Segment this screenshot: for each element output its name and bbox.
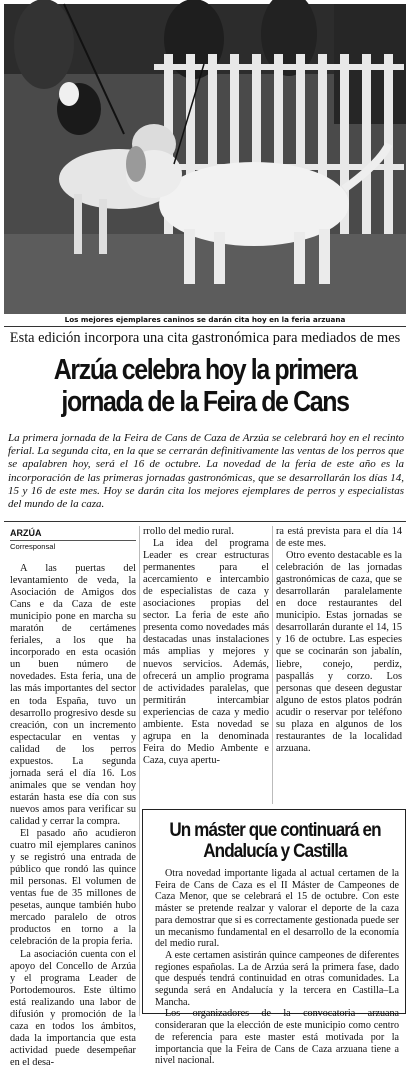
body-column-2 [143, 526, 269, 767]
article-lead: La primera jornada de la Feira de Cans de Caza de Arzúa se celebrará hoy en el recinto ferial. La segunda cita, en la que se cerrarán definitivamente las ventas de los perros que se apalabren hoy, será el 16 de octubre. La novedad de la feria de este año es la incorporación de las primeras jornadas gastronómicas, que se desarrollarán los días 14, 15 y 16 de este mes. Hoy se darán cita los mejores ejemplares de perros y especialistas del mundo de la caza. [8, 432, 404, 511]
sidebar-paragraph: A este certamen asistirán quince campeones de diferentes regiones españolas. La de Arzúa será la primera fase, dado que después tendrá continuidad en otras comunidades. La segunda será en Andalucía y la tercera en Castilla–La Mancha. [155, 949, 399, 1008]
body-paragraph: ra está prevista para el día 14 de este mes. [276, 526, 402, 550]
body-paragraph: La asociación cuenta con el apoyo del Concello de Arzúa y el programa Leader de Portodemouros. Este último está realizando una labor de difusión y promoción de la caza en todos los ámbitos, dada la importancia que esta actividad puede desempeñar en el desa- [10, 948, 136, 1068]
byline-place: ARZÚA [10, 528, 42, 538]
photo-caption: Los mejores ejemplares caninos se darán cita hoy en la feria arzuana [64, 315, 346, 324]
news-photo [4, 4, 406, 314]
body-paragraph: A las puertas del levantamiento de veda, la Asociación de Amigos dos Cans e da Caza de este municipio pone en marcha su maratón de certámenes feriales, a los que ha incorporado en esta ocasión un buen número de novedades. Esta feria, una de las más importantes del sector en toda España, tuvo un desarrollo progresivo desde su creación, con un incremento espectacular en ventas y calidad de los perros expuestos. La segunda jornada será el día 16. Los animales que se vendan hoy estarán hasta ese día con sus nuevos amos para verificar su calidad y cerrar la compra. [10, 563, 136, 827]
body-paragraph: La idea del programa Leader es crear estructuras permanentes para el acercamiento e intercambio de especialistas de caza y asociaciones propias del sector. La feria de este año presenta como novedades más destacadas unas instalaciones más amplias y mejores y nuevos servicios. Además, ofrecerá un amplio programa de actividades paralelas, que permitirán intercambiar experiencias de caza y medio ambiente. Esta novedad se agrupa en la denominada Feira do Medio Ambente e Caza, cuya apertu- [143, 538, 269, 766]
article-headline: Arzúa celebra hoy la primera jornada de la Feira de Cans [53, 354, 357, 418]
byline [10, 528, 136, 551]
sidebar-box [142, 809, 406, 1067]
article-kicker: Esta edición incorpora una cita gastronómica para mediados de mes [9, 330, 401, 346]
lead-divider [4, 521, 406, 522]
dogs-at-fence-illustration [4, 4, 406, 314]
sidebar-paragraph: Otra novedad importante ligada al actual certamen de la Feira de Cans de Caza es el II Máster de Campeones de Caza Menor, que se celebrará el 15 de octubre. Con este máster se pretende realzar y valorar el deporte de la caza para demostrar que si es correctamente gestionada puede ser un mecanismo fundamental en el desarrollo de la economía del medio rural. [155, 868, 399, 950]
body-column-1 [10, 563, 136, 1069]
byline-role: Corresponsal [10, 540, 136, 551]
sidebar-paragraph: Los organizadores de la convocatoria arzuana consideraran que la elección de este municipio como centro de referencia para este master está motivada por la importancia que la Feira de Cans de Caza arzuana tiene a nivel nacional. [155, 1008, 399, 1067]
sidebar-title: Un máster que continuará en Andalucía y Castilla [169, 820, 381, 862]
section-divider [4, 326, 406, 327]
body-paragraph: El pasado año acudieron cuatro mil ejemplares caninos y se registró una entrada de público que rondó las quince mil personas. El volumen de ventas fue de 35 millones de pesetas, aunque también hubo mercado paralelo de otros productos en torno a la celebración de la propia feria. [10, 828, 136, 948]
body-paragraph: rrollo del medio rural. [143, 526, 234, 537]
column-separator [272, 526, 273, 804]
body-column-3 [276, 526, 402, 755]
body-paragraph: Otro evento destacable es la celebración de las jornadas gastronómicas de caza, que se desarrollarán paralelamente en doce restaurantes del municipio. Estas jornadas se desarrollarán durante el 14, 15 y 16 de octubre. Las especies que se cocinarán son jabalín, liebre, conejo, perdiz, paspallás y corzo. Los personas que deseen degustar alguno de estos platos podrán acudir o reservar por teléfono su plaza en algunos de los restaurantes de la localidad arzuana. [276, 550, 402, 754]
sidebar-body [155, 868, 399, 1067]
column-separator [139, 526, 140, 1016]
